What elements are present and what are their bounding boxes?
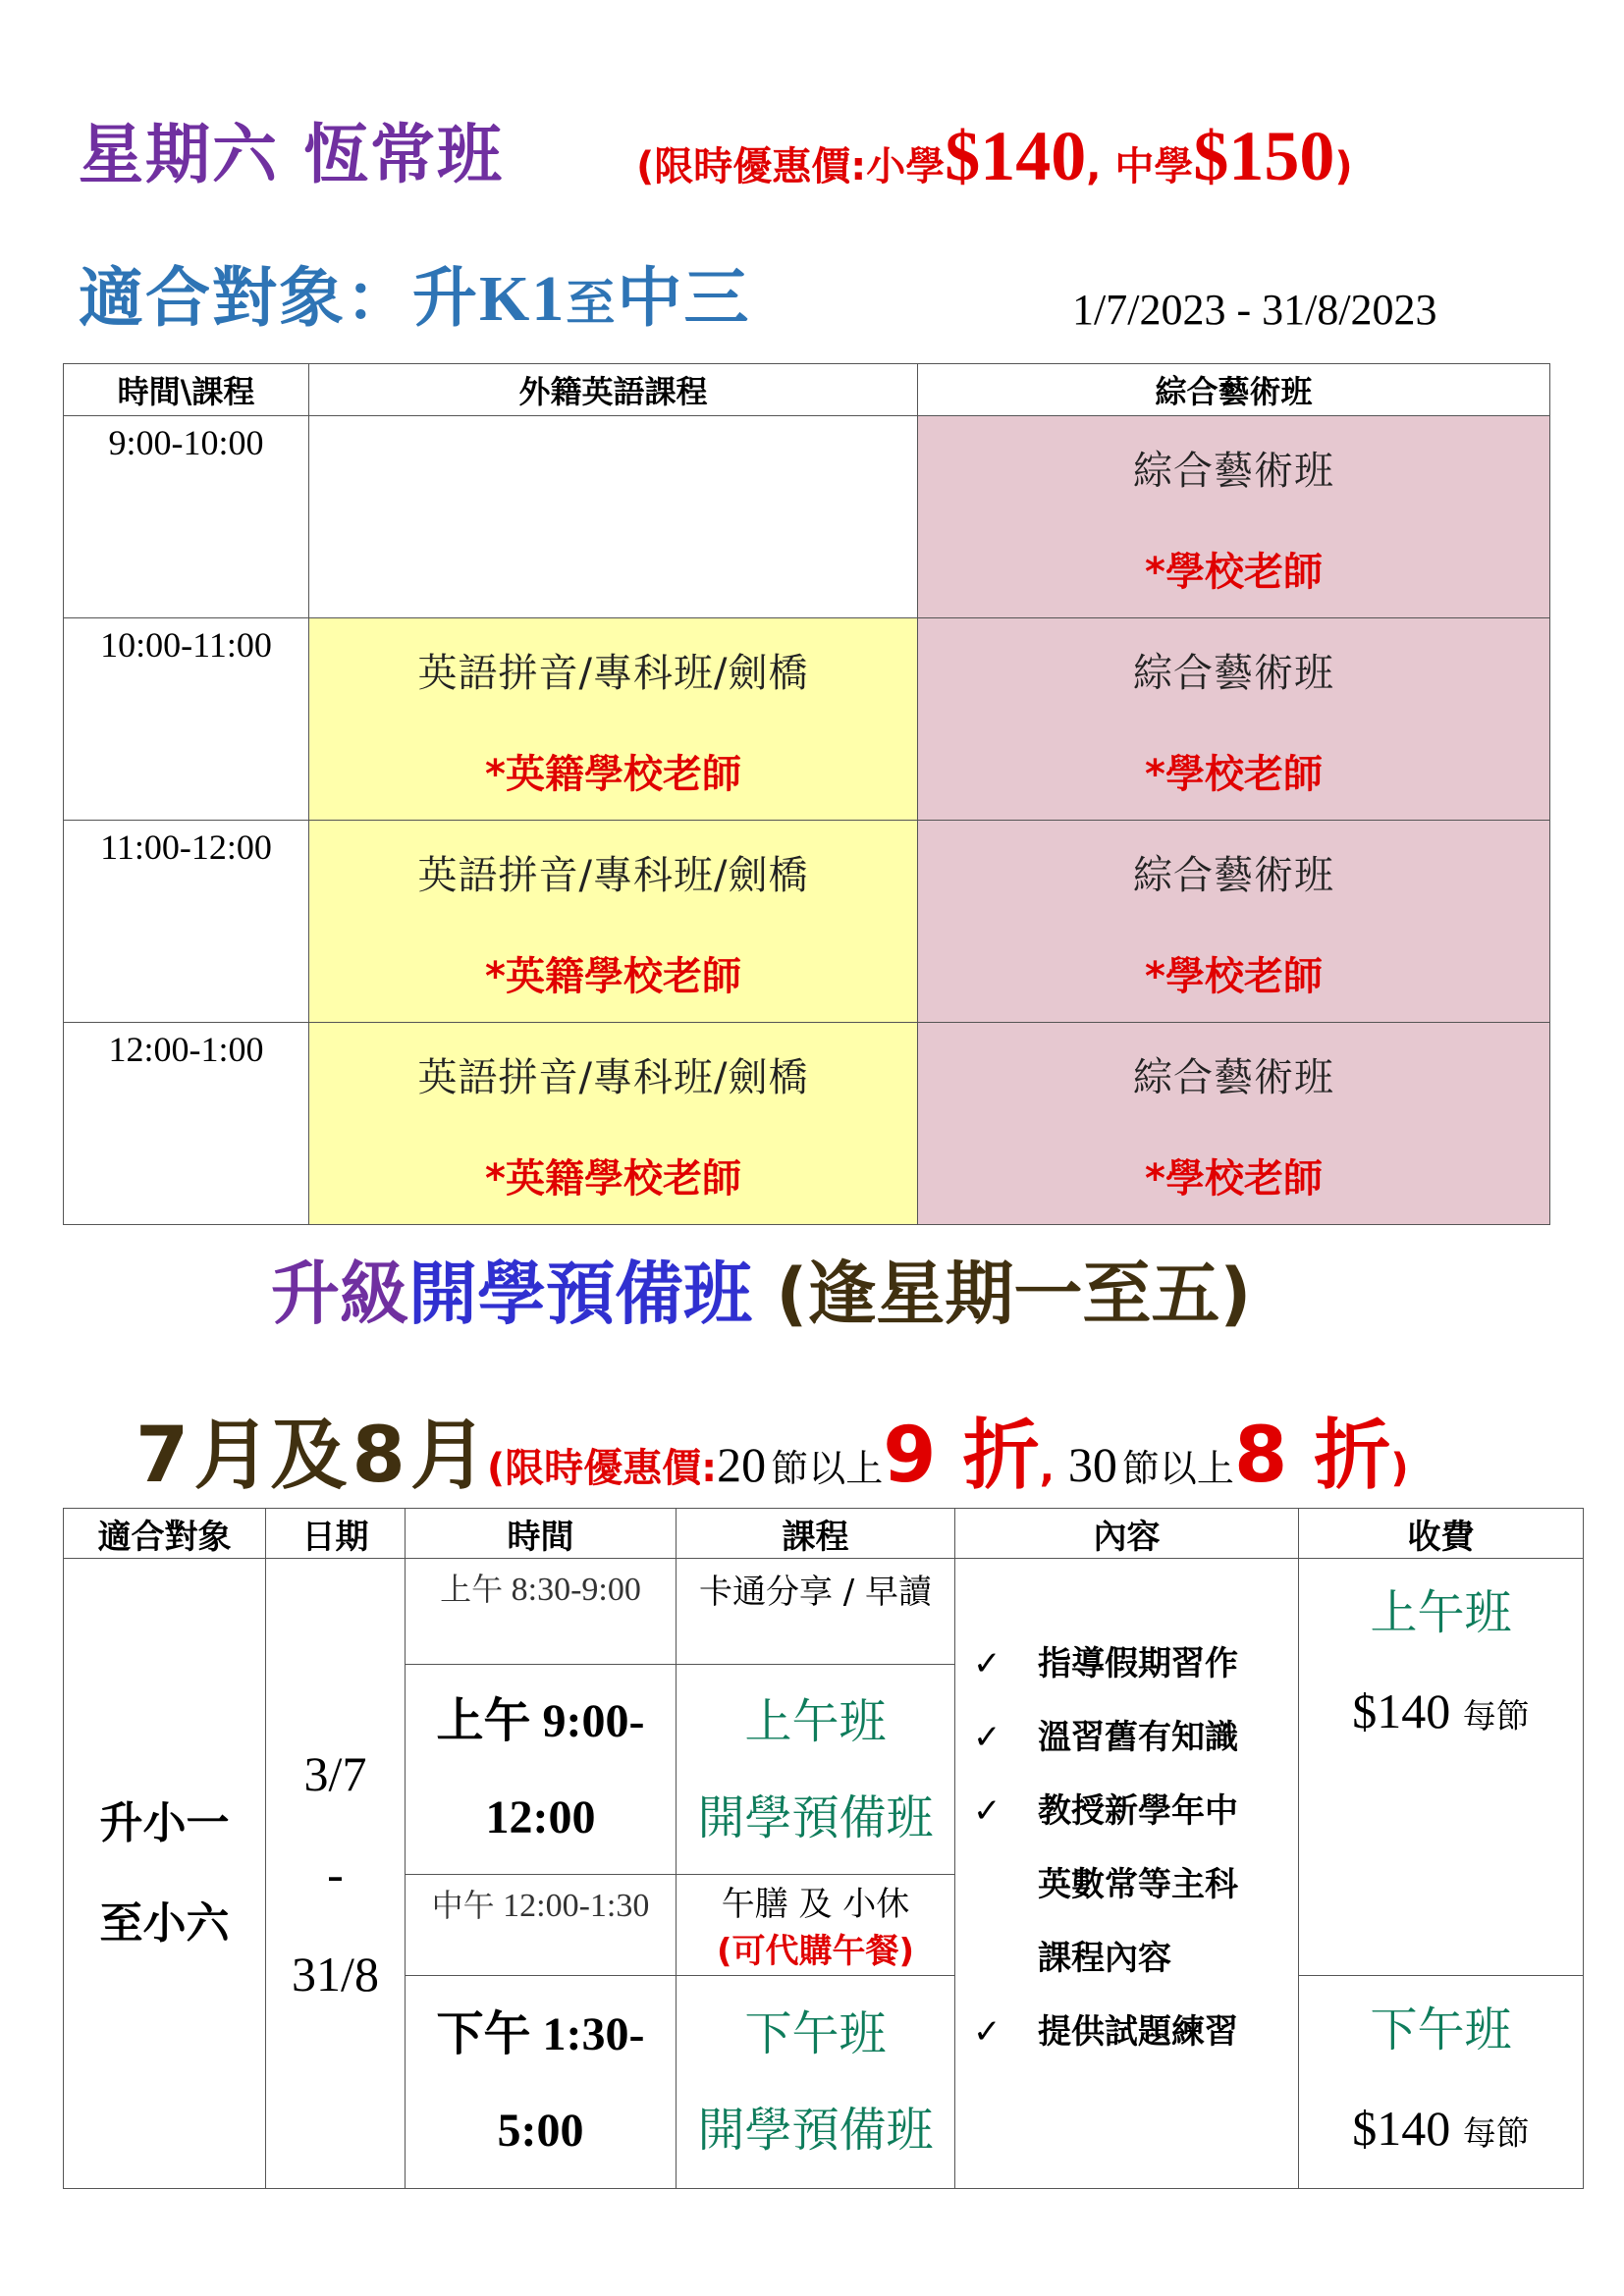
target-audience: 適合對象：升K1至中三: [79, 260, 751, 336]
column-header: 時間: [406, 1509, 677, 1559]
fee-pm-cell: 下午班 $140 每節: [1299, 1976, 1584, 2189]
summer-offer: 7 月及 8 月(限時優惠價:20 節以上9 折, 30 節以上8 折): [135, 1412, 1409, 1500]
summer-schedule-table: [63, 1508, 1584, 2189]
english-cell: 英語拼音/專科班/劍橋 *英籍學校老師: [309, 821, 918, 1023]
content-cell: [955, 1559, 1299, 2189]
art-cell: 綜合藝術班 *學校老師: [918, 1023, 1550, 1225]
checkmark-icon: ✓: [973, 1791, 1001, 1831]
level-cell: 升小一 至小六: [64, 1559, 266, 2189]
checkmark-icon: ✓: [973, 2012, 1001, 2052]
content-item: ✓ 溫習舊有知識: [955, 1701, 1298, 1775]
english-cell: 英語拼音/專科班/劍橋 *英籍學校老師: [309, 1023, 918, 1225]
time-cell: 10:00-11:00: [64, 618, 309, 821]
page-title: 星期六 恆常班: [79, 117, 504, 192]
column-header: 時間\課程: [64, 364, 309, 416]
course-cell: 上午班 開學預備班: [677, 1665, 955, 1875]
saturday-schedule-table: [63, 363, 1550, 1225]
prep-class-title: 升級開學預備班 (逢星期一至五): [271, 1254, 1252, 1334]
time-cell: 12:00-1:00: [64, 1023, 309, 1225]
time-cell: 上午 9:00- 12:00: [406, 1665, 677, 1875]
time-cell: 下午 1:30- 5:00: [406, 1976, 677, 2189]
table-header-row: [64, 1509, 1584, 1559]
date-cell: 3/7 - 31/8: [266, 1559, 406, 2189]
course-cell: 下午班 開學預備班: [677, 1976, 955, 2189]
column-header: 收費: [1299, 1509, 1584, 1559]
time-cell: 9:00-10:00: [64, 416, 309, 618]
table-row: [64, 618, 1550, 821]
english-cell: 英語拼音/專科班/劍橋 *英籍學校老師: [309, 618, 918, 821]
table-row: [64, 821, 1550, 1023]
column-header: 適合對象: [64, 1509, 266, 1559]
art-cell: 綜合藝術班 *學校老師: [918, 416, 1550, 618]
column-header: 日期: [266, 1509, 406, 1559]
time-cell: 11:00-12:00: [64, 821, 309, 1023]
table-row: [64, 416, 1550, 618]
english-cell: [309, 416, 918, 618]
checkmark-icon: ✓: [973, 1718, 1001, 1757]
content-item: ✓ 提供試題練習: [955, 1996, 1298, 2069]
fee-am-cell: 上午班 $140 每節: [1299, 1559, 1584, 1976]
time-cell: 中午 12:00-1:30: [406, 1875, 677, 1976]
column-header: 綜合藝術班: [918, 364, 1550, 416]
saturday-offer: (限時優惠價:小學$140, 中學$150): [636, 117, 1353, 195]
content-item-continued: 英數常等主科: [1038, 1865, 1238, 1904]
content-item: ✓ 教授新學年中: [955, 1775, 1298, 1848]
checkmark-icon: ✓: [973, 1644, 1001, 1683]
table-header-row: [64, 364, 1550, 416]
art-cell: 綜合藝術班 *學校老師: [918, 618, 1550, 821]
table-row: [64, 1023, 1550, 1225]
secondary-price: $150: [1193, 117, 1335, 195]
time-cell: 上午 8:30-9:00: [406, 1559, 677, 1665]
course-cell: 午膳 及 小休 (可代購午餐): [677, 1875, 955, 1976]
content-item-continued: 課程內容: [1038, 1939, 1171, 1978]
content-item: ✓ 指導假期習作: [955, 1628, 1298, 1701]
column-header: 內容: [955, 1509, 1299, 1559]
table-row: [64, 1559, 1584, 1665]
column-header: 外籍英語課程: [309, 364, 918, 416]
column-header: 課程: [677, 1509, 955, 1559]
art-cell: 綜合藝術班 *學校老師: [918, 821, 1550, 1023]
period-range: 1/7/2023 - 31/8/2023: [1072, 286, 1437, 334]
primary-price: $140: [945, 117, 1087, 195]
course-cell: 卡通分享 / 早讀: [677, 1559, 955, 1665]
